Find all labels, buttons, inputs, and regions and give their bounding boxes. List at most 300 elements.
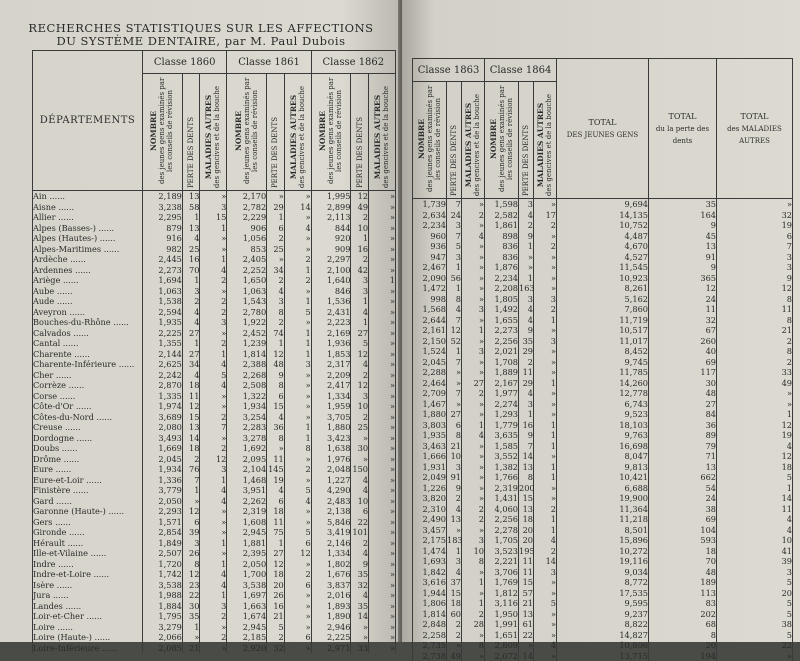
table-row bbox=[33, 643, 396, 654]
value-cell: » bbox=[369, 317, 396, 328]
value-cell: » bbox=[284, 590, 311, 601]
department-name: Gard ...... bbox=[33, 496, 143, 507]
value-cell: 1,571 bbox=[143, 517, 183, 528]
department-name: Corse ...... bbox=[33, 391, 143, 402]
value-cell: 2 bbox=[200, 632, 227, 643]
value-cell: 69 bbox=[649, 357, 717, 368]
value-cell: 1,849 bbox=[143, 538, 183, 549]
value-cell: 1,944 bbox=[413, 588, 447, 599]
value-cell: 61 bbox=[519, 619, 534, 630]
value-cell: 25 bbox=[351, 422, 369, 433]
value-cell: 1 bbox=[351, 296, 369, 307]
value-cell: 3 bbox=[182, 286, 200, 297]
value-cell: 4 bbox=[534, 640, 557, 651]
table-row bbox=[413, 651, 793, 661]
value-cell: 28 bbox=[462, 619, 485, 630]
value-cell: 2 bbox=[534, 304, 557, 315]
value-cell: 83 bbox=[649, 598, 717, 609]
value-cell: 3 bbox=[717, 567, 793, 578]
value-cell: 2,273 bbox=[143, 265, 183, 276]
department-name: Allier ...... bbox=[33, 212, 143, 223]
value-cell: 4 bbox=[519, 210, 534, 221]
table-row bbox=[33, 401, 396, 412]
value-cell: 13 bbox=[182, 191, 200, 202]
value-cell: » bbox=[462, 472, 485, 483]
value-cell: » bbox=[351, 454, 369, 465]
table-row bbox=[33, 265, 396, 276]
department-name: Gironde ...... bbox=[33, 527, 143, 538]
value-cell: 75 bbox=[267, 527, 285, 538]
value-cell: 3,616 bbox=[413, 577, 447, 588]
value-cell: » bbox=[717, 388, 793, 399]
nombre-detail: des jeunes gens examinés par les conseils de révision bbox=[498, 86, 514, 192]
table-row bbox=[413, 441, 793, 452]
value-cell: 3 bbox=[200, 464, 227, 475]
value-cell: » bbox=[182, 632, 200, 643]
table-row bbox=[413, 262, 793, 273]
value-cell: » bbox=[447, 399, 462, 410]
value-cell: 6 bbox=[284, 580, 311, 591]
table-row bbox=[33, 632, 396, 643]
value-cell: 1,988 bbox=[143, 590, 183, 601]
value-cell: 6 bbox=[351, 506, 369, 517]
value-cell: 1,812 bbox=[485, 588, 519, 599]
perte-label: PERTE DES DENTS bbox=[187, 117, 195, 188]
value-cell: 2,185 bbox=[227, 632, 267, 643]
value-cell: 2 bbox=[351, 538, 369, 549]
value-cell: » bbox=[369, 401, 396, 412]
value-cell: » bbox=[369, 622, 396, 633]
value-cell: 2,016 bbox=[311, 590, 351, 601]
class-1864-header: Classe 1864 bbox=[485, 59, 557, 82]
value-cell: 1,742 bbox=[143, 569, 183, 580]
value-cell: 2 bbox=[534, 241, 557, 252]
value-cell: 2 bbox=[519, 357, 534, 368]
value-cell: 1,853 bbox=[311, 349, 351, 360]
value-cell: 1,334 bbox=[311, 391, 351, 402]
department-name: Drôme ...... bbox=[33, 454, 143, 465]
value-cell: 2,175 bbox=[413, 535, 447, 546]
value-cell: 982 bbox=[143, 244, 183, 255]
table-row bbox=[33, 454, 396, 465]
value-cell: 2 bbox=[200, 275, 227, 286]
value-cell: 2,138 bbox=[311, 506, 351, 517]
value-cell: 2,256 bbox=[485, 514, 519, 525]
value-cell: 21 bbox=[182, 643, 200, 654]
table-row bbox=[33, 601, 396, 612]
value-cell: 3 bbox=[447, 252, 462, 263]
value-cell: 11,017 bbox=[557, 336, 649, 347]
value-cell: 1 bbox=[351, 317, 369, 328]
value-cell: 39 bbox=[717, 556, 793, 567]
value-cell: 25 bbox=[267, 244, 285, 255]
value-cell: 3 bbox=[351, 286, 369, 297]
value-cell: 960 bbox=[413, 231, 447, 242]
value-cell: 2,045 bbox=[143, 454, 183, 465]
value-cell: 4 bbox=[200, 580, 227, 591]
value-cell: 8 bbox=[267, 380, 285, 391]
value-cell: 4 bbox=[182, 307, 200, 318]
value-cell: 2,273 bbox=[485, 325, 519, 336]
value-cell: 36 bbox=[267, 422, 285, 433]
value-cell: 1 bbox=[284, 265, 311, 276]
value-cell: 5 bbox=[534, 598, 557, 609]
value-cell: 1 bbox=[462, 598, 485, 609]
value-cell: 1,880 bbox=[413, 409, 447, 420]
value-cell: 1 bbox=[447, 546, 462, 557]
department-name: Jura ...... bbox=[33, 590, 143, 601]
perte-subheader bbox=[267, 74, 285, 191]
value-cell: 1,524 bbox=[413, 346, 447, 357]
value-cell: 5 bbox=[200, 370, 227, 381]
value-cell: 3,279 bbox=[143, 622, 183, 633]
value-cell: 8 bbox=[717, 346, 793, 357]
value-cell: 9 bbox=[717, 273, 793, 284]
value-cell: 12 bbox=[267, 349, 285, 360]
value-cell: 20 bbox=[519, 535, 534, 546]
value-cell: 57 bbox=[519, 588, 534, 599]
value-cell: » bbox=[462, 315, 485, 326]
value-cell: 10 bbox=[351, 401, 369, 412]
value-cell: 4 bbox=[267, 412, 285, 423]
total-perte-header bbox=[649, 59, 717, 199]
value-cell: 4 bbox=[717, 514, 793, 525]
value-cell: 1 bbox=[369, 275, 396, 286]
value-cell: 2,144 bbox=[143, 349, 183, 360]
value-cell: 846 bbox=[311, 286, 351, 297]
value-cell: 4 bbox=[200, 265, 227, 276]
value-cell: 69 bbox=[649, 514, 717, 525]
value-cell: 113 bbox=[649, 588, 717, 599]
value-cell: 8 bbox=[717, 294, 793, 305]
value-cell: 16 bbox=[351, 244, 369, 255]
value-cell: 2,050 bbox=[227, 559, 267, 570]
value-cell: » bbox=[534, 388, 557, 399]
value-cell: 13 bbox=[519, 504, 534, 515]
value-cell: 32 bbox=[649, 315, 717, 326]
value-cell: 1,692 bbox=[227, 443, 267, 454]
table-row bbox=[413, 409, 793, 420]
value-cell: 45 bbox=[649, 231, 717, 242]
value-cell: 2,319 bbox=[227, 506, 267, 517]
maladies-subheader bbox=[462, 82, 485, 199]
value-cell: 7 bbox=[200, 422, 227, 433]
value-cell: 2,738 bbox=[413, 651, 447, 661]
value-cell: 1 bbox=[267, 338, 285, 349]
value-cell: » bbox=[369, 286, 396, 297]
value-cell: 4 bbox=[200, 569, 227, 580]
value-cell: 20 bbox=[519, 525, 534, 536]
value-cell: » bbox=[200, 643, 227, 654]
value-cell: 1 bbox=[717, 409, 793, 420]
value-cell: 18 bbox=[717, 462, 793, 473]
value-cell: » bbox=[462, 651, 485, 661]
value-cell: 2,274 bbox=[485, 399, 519, 410]
value-cell: 2,467 bbox=[413, 262, 447, 273]
value-cell: 4 bbox=[447, 504, 462, 515]
value-cell: 10 bbox=[351, 223, 369, 234]
value-cell: 1,239 bbox=[227, 338, 267, 349]
value-cell: 14 bbox=[534, 556, 557, 567]
value-cell: 1 bbox=[182, 485, 200, 496]
value-cell: 1 bbox=[284, 338, 311, 349]
value-cell: » bbox=[369, 254, 396, 265]
value-cell: 1 bbox=[447, 283, 462, 294]
value-cell: 4 bbox=[534, 535, 557, 546]
value-cell: 1,382 bbox=[485, 462, 519, 473]
value-cell: » bbox=[369, 422, 396, 433]
value-cell: 3,254 bbox=[227, 412, 267, 423]
value-cell: 2,452 bbox=[227, 328, 267, 339]
value-cell: 29 bbox=[267, 202, 285, 213]
department-name: Calvados ...... bbox=[33, 328, 143, 339]
value-cell: 1 bbox=[267, 538, 285, 549]
value-cell: » bbox=[284, 622, 311, 633]
value-cell: » bbox=[534, 367, 557, 378]
value-cell: 1,293 bbox=[485, 409, 519, 420]
value-cell: 1 bbox=[284, 422, 311, 433]
value-cell: 1 bbox=[200, 254, 227, 265]
value-cell: » bbox=[200, 433, 227, 444]
table-row bbox=[413, 493, 793, 504]
value-cell: 2,208 bbox=[485, 283, 519, 294]
value-cell: 49 bbox=[717, 378, 793, 389]
value-cell: 10 bbox=[351, 496, 369, 507]
value-cell: 8 bbox=[462, 640, 485, 651]
value-cell: 3 bbox=[462, 346, 485, 357]
value-cell: 35 bbox=[519, 336, 534, 347]
value-cell: » bbox=[284, 212, 311, 223]
value-cell: » bbox=[267, 443, 285, 454]
left-table-body bbox=[33, 191, 396, 654]
value-cell: » bbox=[369, 244, 396, 255]
value-cell: 4 bbox=[182, 370, 200, 381]
value-cell: 3 bbox=[534, 567, 557, 578]
value-cell: » bbox=[534, 346, 557, 357]
value-cell: 6 bbox=[182, 517, 200, 528]
nombre-title: NOMBRE bbox=[489, 119, 498, 159]
value-cell: 15 bbox=[267, 401, 285, 412]
value-cell: 3 bbox=[200, 202, 227, 213]
value-cell: » bbox=[519, 252, 534, 263]
department-name: Charente ...... bbox=[33, 349, 143, 360]
value-cell: 117 bbox=[649, 367, 717, 378]
value-cell: 1 bbox=[462, 325, 485, 336]
value-cell: » bbox=[519, 262, 534, 273]
value-cell: 2 bbox=[534, 504, 557, 515]
value-cell: 1,769 bbox=[485, 577, 519, 588]
value-cell: » bbox=[534, 273, 557, 284]
table-row bbox=[413, 619, 793, 630]
value-cell: » bbox=[369, 643, 396, 654]
value-cell: 8,501 bbox=[557, 525, 649, 536]
table-row bbox=[413, 567, 793, 578]
value-cell: » bbox=[534, 577, 557, 588]
value-cell: 1,766 bbox=[485, 472, 519, 483]
value-cell: 853 bbox=[227, 244, 267, 255]
value-cell: 12 bbox=[351, 380, 369, 391]
value-cell: 9,523 bbox=[557, 409, 649, 420]
value-cell: 2,090 bbox=[413, 273, 447, 284]
table-row bbox=[33, 433, 396, 444]
table-row bbox=[413, 577, 793, 588]
value-cell: 2 bbox=[351, 254, 369, 265]
value-cell: 1,063 bbox=[143, 286, 183, 297]
value-cell: » bbox=[534, 283, 557, 294]
value-cell: » bbox=[369, 391, 396, 402]
value-cell: 4 bbox=[351, 307, 369, 318]
value-cell: 8 bbox=[267, 307, 285, 318]
value-cell: 14 bbox=[182, 433, 200, 444]
value-cell: 2,049 bbox=[413, 472, 447, 483]
value-cell: 8 bbox=[519, 472, 534, 483]
table-row bbox=[413, 640, 793, 651]
value-cell: 27 bbox=[267, 548, 285, 559]
total-perte-title: TOTAL bbox=[669, 112, 697, 121]
value-cell: » bbox=[284, 475, 311, 486]
value-cell: 4 bbox=[200, 496, 227, 507]
value-cell: 84 bbox=[649, 409, 717, 420]
value-cell: 1,935 bbox=[143, 317, 183, 328]
department-name: Ardennes ...... bbox=[33, 265, 143, 276]
value-cell: 1,806 bbox=[413, 598, 447, 609]
table-row bbox=[413, 483, 793, 494]
value-cell: 2 bbox=[200, 338, 227, 349]
table-row bbox=[33, 349, 396, 360]
department-name: Indre-et-Loire ...... bbox=[33, 569, 143, 580]
value-cell: 2,234 bbox=[413, 220, 447, 231]
department-name: Côtes-du-Nord ...... bbox=[33, 412, 143, 423]
value-cell: 2 bbox=[519, 220, 534, 231]
value-cell: 2,045 bbox=[413, 357, 447, 368]
maladies-title: MALADIES AUTRES bbox=[204, 95, 213, 179]
value-cell: 13,715 bbox=[557, 651, 649, 661]
table-row bbox=[33, 506, 396, 517]
value-cell: 15 bbox=[447, 588, 462, 599]
value-cell: 1,739 bbox=[413, 199, 447, 210]
value-cell: 1 bbox=[200, 538, 227, 549]
value-cell: 1 bbox=[534, 472, 557, 483]
value-cell: 5,846 bbox=[311, 517, 351, 528]
value-cell: 11 bbox=[649, 304, 717, 315]
value-cell: » bbox=[534, 588, 557, 599]
value-cell: 2,104 bbox=[227, 464, 267, 475]
perte-subheader bbox=[519, 82, 534, 199]
value-cell: 2,169 bbox=[311, 328, 351, 339]
value-cell: 4 bbox=[200, 380, 227, 391]
table-row bbox=[33, 359, 396, 370]
value-cell: 3,837 bbox=[311, 580, 351, 591]
value-cell: 2,161 bbox=[413, 325, 447, 336]
value-cell: 3,523 bbox=[485, 546, 519, 557]
value-cell: 12 bbox=[447, 325, 462, 336]
value-cell: 4 bbox=[519, 304, 534, 315]
value-cell: 3 bbox=[519, 399, 534, 410]
nombre-subheader bbox=[143, 74, 183, 191]
value-cell: 12 bbox=[717, 283, 793, 294]
value-cell: » bbox=[369, 464, 396, 475]
value-cell: 1 bbox=[200, 559, 227, 570]
value-cell: » bbox=[351, 433, 369, 444]
value-cell: 2,483 bbox=[311, 496, 351, 507]
value-cell: 48 bbox=[267, 359, 285, 370]
table-row bbox=[413, 325, 793, 336]
value-cell: 3,552 bbox=[485, 451, 519, 462]
value-cell: 70 bbox=[182, 265, 200, 276]
maladies-subheader bbox=[284, 74, 311, 191]
value-cell: 3 bbox=[182, 538, 200, 549]
value-cell: 2,100 bbox=[311, 265, 351, 276]
value-cell: 1 bbox=[351, 233, 369, 244]
value-cell: 38 bbox=[717, 619, 793, 630]
nombre-title: NOMBRE bbox=[149, 111, 158, 151]
value-cell: 1,334 bbox=[311, 548, 351, 559]
value-cell: 11 bbox=[519, 367, 534, 378]
department-name: Loire ...... bbox=[33, 622, 143, 633]
value-cell: » bbox=[200, 506, 227, 517]
perte-subheader bbox=[182, 74, 200, 191]
nombre-detail: des jeunes gens examinés par les conseils de révision bbox=[158, 78, 174, 184]
value-cell: 4 bbox=[182, 317, 200, 328]
value-cell: 1,693 bbox=[413, 556, 447, 567]
value-cell: 17,535 bbox=[557, 588, 649, 599]
value-cell: 8 bbox=[267, 433, 285, 444]
value-cell: » bbox=[447, 525, 462, 536]
total-perte-detail: du la perte des dents bbox=[656, 125, 709, 145]
value-cell: 10,272 bbox=[557, 546, 649, 557]
value-cell: 8,452 bbox=[557, 346, 649, 357]
department-name: Ain ...... bbox=[33, 191, 143, 202]
value-cell: 34 bbox=[182, 359, 200, 370]
perte-label: PERTE DES DENTS bbox=[356, 117, 364, 188]
value-cell: » bbox=[284, 317, 311, 328]
table-row bbox=[413, 388, 793, 399]
value-cell: 27 bbox=[447, 409, 462, 420]
value-cell: 9,694 bbox=[557, 199, 649, 210]
value-cell: 2,221 bbox=[485, 556, 519, 567]
value-cell: 27 bbox=[182, 349, 200, 360]
value-cell: 898 bbox=[485, 231, 519, 242]
value-cell: 260 bbox=[649, 336, 717, 347]
value-cell: » bbox=[462, 220, 485, 231]
value-cell: » bbox=[284, 401, 311, 412]
value-cell: 2,445 bbox=[143, 254, 183, 265]
value-cell: 21 bbox=[267, 611, 285, 622]
table-row bbox=[33, 202, 396, 213]
value-cell: 11,719 bbox=[557, 315, 649, 326]
value-cell: 2,050 bbox=[143, 496, 183, 507]
value-cell: 32 bbox=[717, 210, 793, 221]
value-cell: 7,860 bbox=[557, 304, 649, 315]
value-cell: 3 bbox=[462, 535, 485, 546]
value-cell: 2,252 bbox=[227, 265, 267, 276]
value-cell: 1,063 bbox=[227, 286, 267, 297]
value-cell: 13 bbox=[519, 609, 534, 620]
value-cell: 9 bbox=[351, 559, 369, 570]
value-cell: 19 bbox=[267, 475, 285, 486]
value-cell: 10,421 bbox=[557, 472, 649, 483]
value-cell: » bbox=[534, 609, 557, 620]
value-cell: 194 bbox=[649, 651, 717, 661]
value-cell: 5 bbox=[717, 472, 793, 483]
value-cell: 2,242 bbox=[143, 370, 183, 381]
value-cell: 2,085 bbox=[143, 643, 183, 654]
value-cell: 1,976 bbox=[311, 454, 351, 465]
value-cell: 13 bbox=[447, 514, 462, 525]
value-cell: 1,694 bbox=[143, 275, 183, 286]
value-cell: 4 bbox=[462, 430, 485, 441]
value-cell: 2,268 bbox=[227, 370, 267, 381]
